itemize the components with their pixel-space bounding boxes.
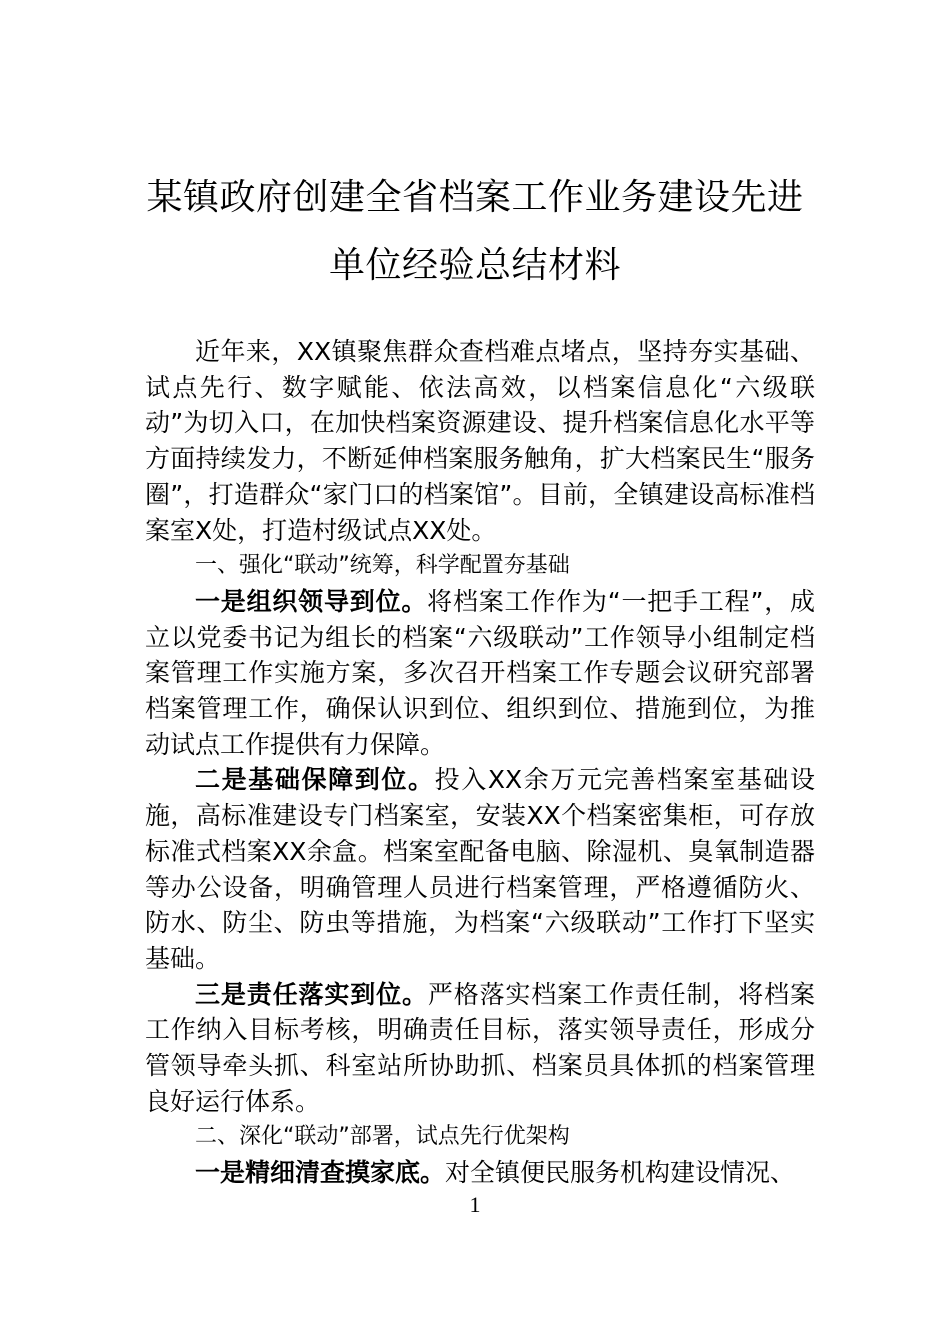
- document-body: [145, 334, 815, 1191]
- paragraph-body: 投入XX余万元完善档案室基础设施，高标准建设专门档案室，安装XX个档案密集柜，可存放标准式档案XX余盒。档案室配备电脑、除湿机、臭氧制造器等办公设备，明确管理人员进行档案管理，严格遵循防火、防水、防尘、防虫等措施，为档案“六级联动”工作打下坚实基础。: [145, 765, 815, 973]
- section-1-paragraph-2: [145, 762, 815, 976]
- section-1-heading: 一、强化“联动”统筹，科学配置夯基础: [195, 553, 570, 579]
- section-2-paragraph-1: [145, 1155, 815, 1191]
- section-1-paragraph-3: [145, 977, 815, 1120]
- paragraph-lead: 三是责任落实到位。: [195, 979, 428, 1009]
- intro-paragraph: 近年来，XX镇聚焦群众查档难点堵点，坚持夯实基础、试点先行、数字赋能、依法高效，以档案信息化“六级联动”为切入口，在加快档案资源建设、提升档案信息化水平等方面持续发力，不断延伸档案服务触角，扩大档案民生“服务圈”，打造群众“家门口的档案馆”。目前，全镇建设高标准档案室X处，打造村级试点XX处。: [145, 337, 815, 545]
- paragraph-body: 严格落实档案工作责任制，将档案工作纳入目标考核，明确责任目标，落实领导责任，形成分管领导牵头抓、科室站所协助抓、档案员具体抓的档案管理良好运行体系。: [145, 979, 815, 1116]
- paragraph-lead: 二是基础保障到位。: [195, 765, 435, 795]
- document-title-line-1: 某镇政府创建全省档案工作业务建设先进: [146, 177, 804, 218]
- paragraph-lead: 一是精细清查摸家底。: [195, 1158, 446, 1188]
- section-2-heading: 二、深化“联动”部署，试点先行优架构: [195, 1124, 570, 1150]
- paragraph-lead: 一是组织领导到位。: [195, 586, 428, 616]
- document-title-line-2: 单位经验总结材料: [328, 245, 621, 286]
- section-1-paragraph-1: [145, 584, 815, 763]
- page-number: 1: [469, 1192, 481, 1217]
- paragraph-body: 将档案工作作为“一把手工程”，成立以党委书记为组长的档案“六级联动”工作领导小组制定档案管理工作实施方案，多次召开档案工作专题会议研究部署档案管理工作，确保认识到位、组织到位、措施到位，为推动试点工作提供有力保障。: [145, 586, 815, 759]
- paragraph-body: 对全镇便民服务机构建设情况、: [445, 1158, 796, 1188]
